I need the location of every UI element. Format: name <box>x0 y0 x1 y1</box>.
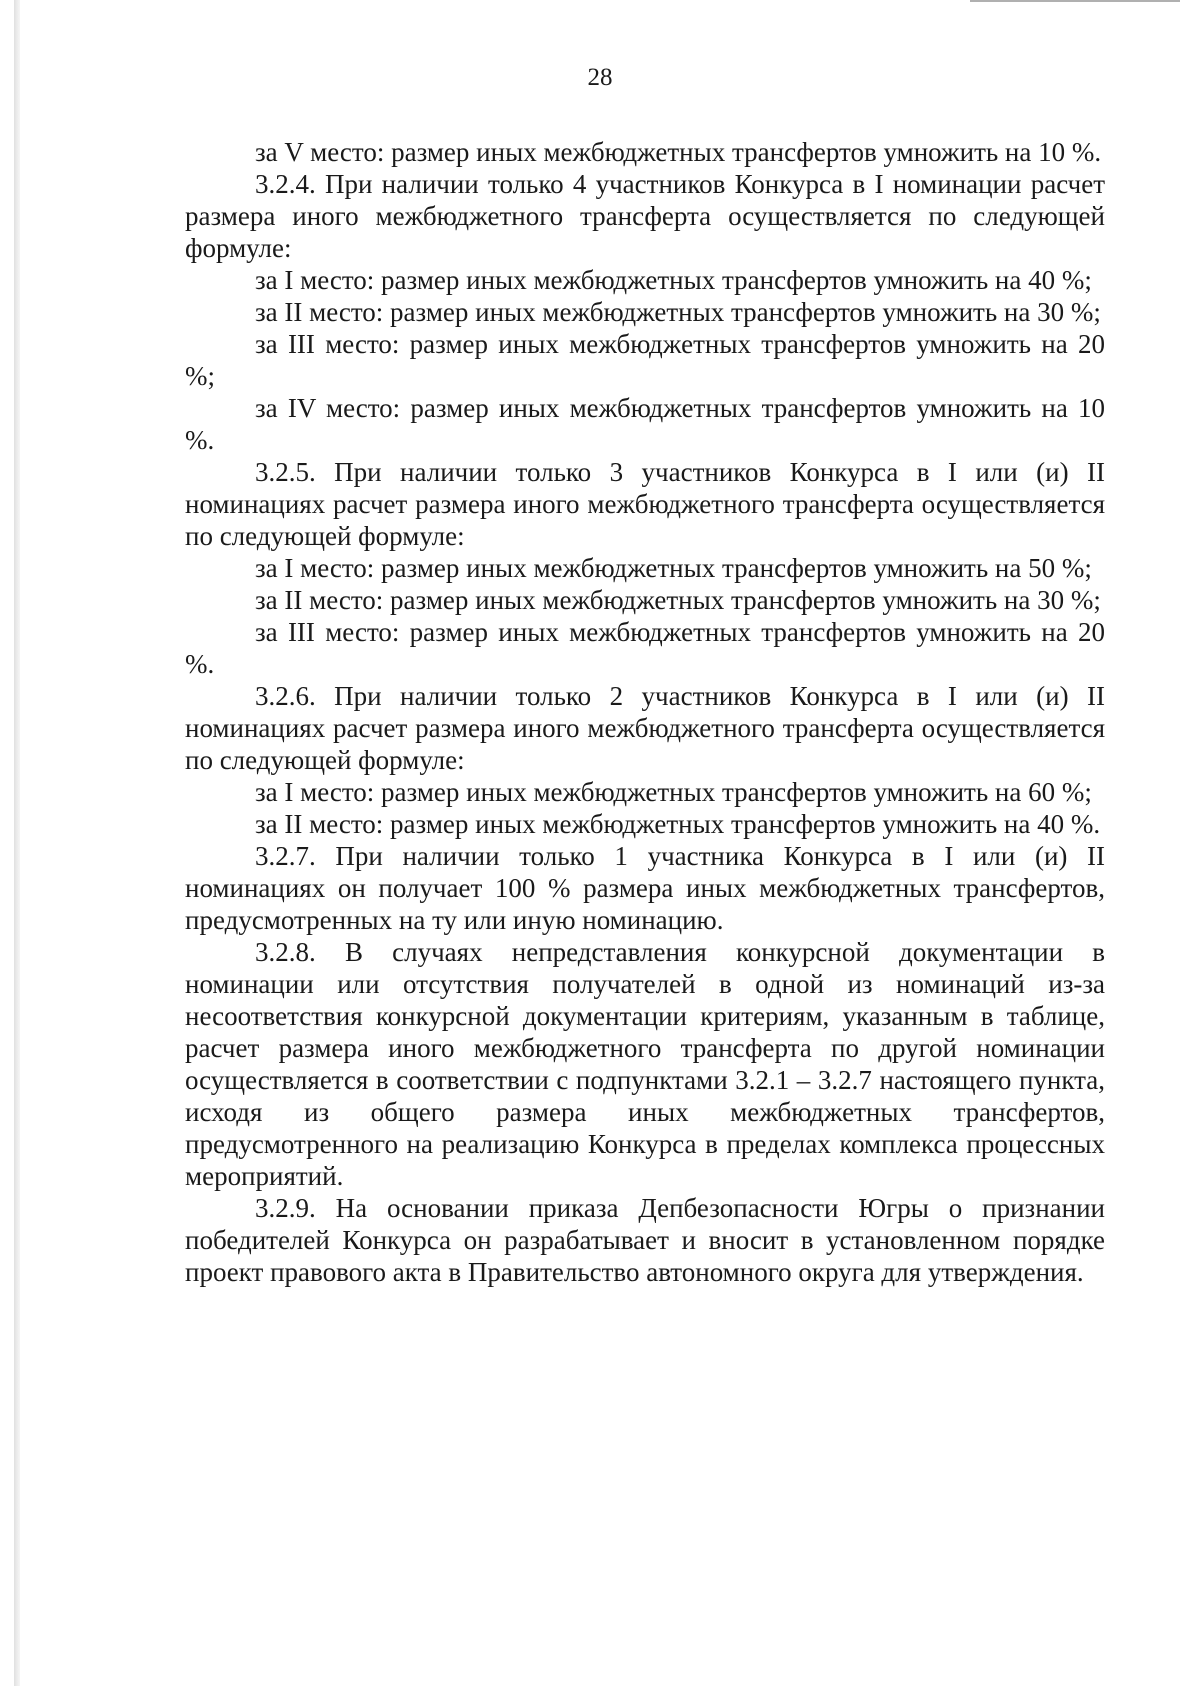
document-body <box>185 136 1105 1288</box>
paragraph-3-2-8: 3.2.8. В случаях непредставления конкурсной документации в номинации или отсутствия получателей в одной из номинаций из-за несоответствия конкурсной документации критериям, указанным в таблице, расчет размера иного межбюджетного трансферта по другой номинации осуществляется в соответствии с подпунктами 3.2.1 – 3.2.7 настоящего пункта, исходя из общего размера иных межбюджетных трансфертов, предусмотренного на реализацию Конкурса в пределах комплекса процессных мероприятий. <box>185 937 1105 1191</box>
paragraph-3-place-3: за III место: размер иных межбюджетных трансфертов умножить на 20 %. <box>185 617 1105 679</box>
paragraph-3-2-4: 3.2.4. При наличии только 4 участников Конкурса в I номинации расчет размера иного межбюджетного трансферта осуществляется по следующей формуле: <box>185 169 1105 263</box>
paragraph-place-5-row4: за V место: размер иных межбюджетных трансфертов умножить на 10 %. <box>255 137 1102 167</box>
scan-edge <box>14 0 20 1686</box>
paragraph-3-2-7: 3.2.7. При наличии только 1 участника Конкурса в I или (и) II номинациях он получает 100 % размера иных межбюджетных трансфертов, предусмотренных на ту или иную номинацию. <box>185 841 1105 935</box>
paragraph-2-place-2: за II место: размер иных межбюджетных трансфертов умножить на 40 %. <box>255 809 1101 839</box>
page-number: 28 <box>587 64 613 91</box>
paragraph-2-place-1: за I место: размер иных межбюджетных трансфертов умножить на 60 %; <box>255 777 1092 807</box>
paragraph-3-2-6: 3.2.6. При наличии только 2 участников Конкурса в I или (и) II номинациях расчет размера иного межбюджетного трансферта осуществляется по следующей формуле: <box>185 681 1105 775</box>
paragraph-4-place-3: за III место: размер иных межбюджетных трансфертов умножить на 20 %; <box>185 329 1105 391</box>
paragraph-4-place-1: за I место: размер иных межбюджетных трансфертов умножить на 40 %; <box>255 265 1092 295</box>
paragraph-3-2-9: 3.2.9. На основании приказа Депбезопасности Югры о признании победителей Конкурса он разрабатывает и вносит в установленном порядке проект правового акта в Правительство автономного округа для утверждения. <box>185 1193 1105 1287</box>
paragraph-4-place-2: за II место: размер иных межбюджетных трансфертов умножить на 30 %; <box>255 297 1101 327</box>
paragraph-3-place-2: за II место: размер иных межбюджетных трансфертов умножить на 30 %; <box>255 585 1101 615</box>
scan-top-line <box>970 0 1180 2</box>
paragraph-4-place-4: за IV место: размер иных межбюджетных трансфертов умножить на 10 %. <box>185 393 1105 455</box>
paragraph-3-place-1: за I место: размер иных межбюджетных трансфертов умножить на 50 %; <box>255 553 1092 583</box>
paragraph-3-2-5: 3.2.5. При наличии только 3 участников Конкурса в I или (и) II номинациях расчет размера иного межбюджетного трансферта осуществляется по следующей формуле: <box>185 457 1105 551</box>
